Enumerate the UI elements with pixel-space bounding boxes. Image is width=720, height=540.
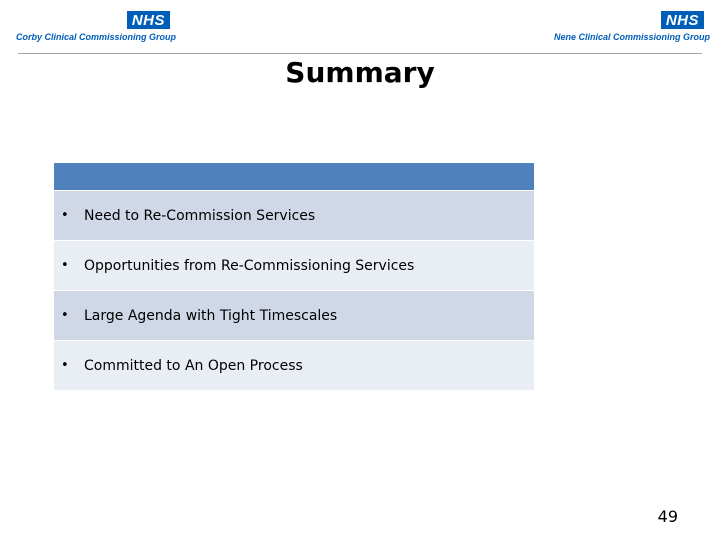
org-name: Nene Clinical Commissioning Group <box>554 32 711 42</box>
table-row <box>54 340 534 390</box>
bullet-icon: • <box>61 308 69 323</box>
slide-title: Summary <box>285 56 435 89</box>
org-name: Corby Clinical Commissioning Group <box>16 32 177 42</box>
corby-ccg-logo <box>16 10 177 42</box>
summary-table <box>54 163 534 390</box>
row-text: Committed to An Open Process <box>84 357 303 374</box>
table-row <box>54 290 534 340</box>
nhs-badge: NHS <box>661 11 704 29</box>
page-number: 49 <box>657 507 678 526</box>
row-text: Large Agenda with Tight Timescales <box>84 307 338 324</box>
bullet-icon: • <box>61 258 69 273</box>
table-row <box>54 240 534 290</box>
bullet-icon: • <box>61 358 69 373</box>
header-divider <box>18 53 702 54</box>
row-text: Opportunities from Re-Commissioning Services <box>84 257 415 274</box>
table-row <box>54 190 534 240</box>
nhs-badge: NHS <box>127 11 170 29</box>
table-header <box>54 163 534 190</box>
row-text: Need to Re-Commission Services <box>84 207 316 224</box>
bullet-icon: • <box>61 208 69 223</box>
nene-ccg-logo <box>554 10 711 42</box>
